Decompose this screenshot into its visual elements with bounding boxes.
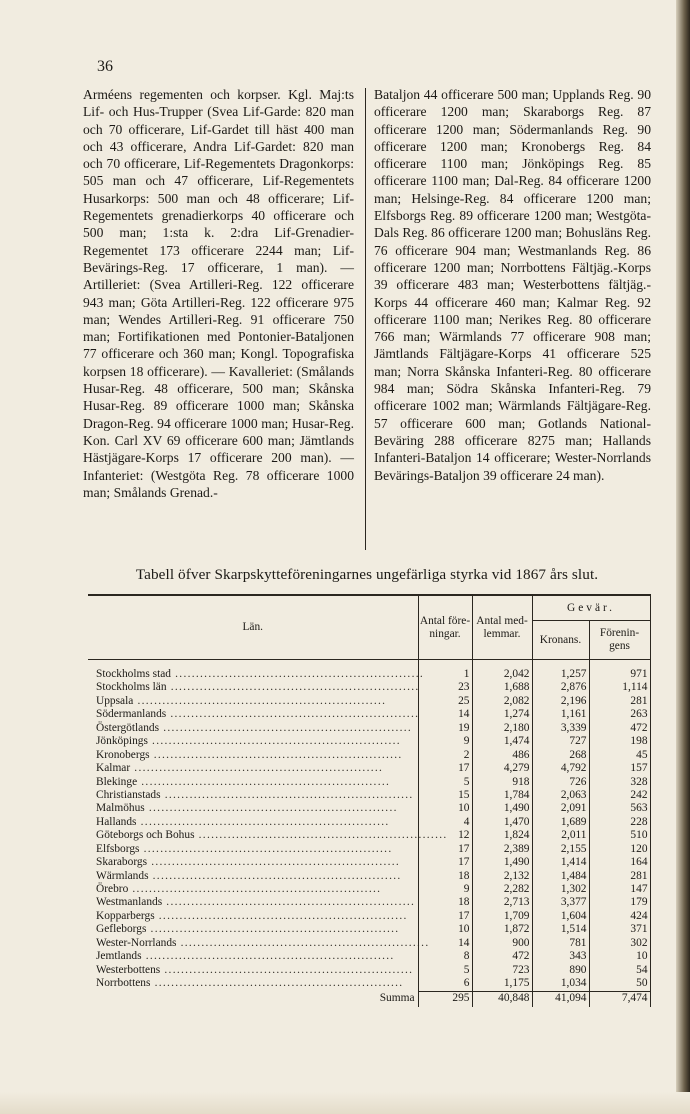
page-edge-shadow [676, 0, 690, 1114]
table-row [88, 977, 650, 991]
cell-foreningar: 1 [418, 660, 472, 682]
right-text-column [374, 86, 651, 484]
lan-name: Jönköpings [96, 735, 148, 748]
cell-lan [88, 660, 425, 682]
cell-foreningar: 8 [418, 950, 472, 963]
cell-lan [88, 896, 418, 909]
lan-name: Örebro [96, 883, 129, 896]
lan-name: Skaraborgs [96, 856, 148, 869]
cell-foreningar: 17 [418, 856, 472, 869]
column-divider [365, 88, 366, 550]
leader-dots: ............................................................ [147, 856, 401, 869]
cell-lan [88, 816, 418, 829]
leader-dots: ............................................................ [159, 721, 413, 734]
cell-foreningens: 242 [589, 789, 650, 802]
table-row [88, 856, 650, 869]
lan-name: Uppsala [96, 694, 134, 707]
leader-dots: ............................................................ [148, 869, 402, 882]
cell-lan [88, 735, 418, 748]
cell-lan [88, 829, 448, 842]
table-row [88, 722, 650, 735]
cell-kronans: 3,339 [532, 722, 589, 735]
cell-lan [88, 950, 418, 963]
cell-foreningens: 371 [589, 923, 650, 936]
cell-foreningar: 14 [418, 708, 472, 721]
cell-foreningens: 281 [589, 695, 650, 708]
header-antal-medlemmar: Antal med-lemmar. [472, 595, 532, 660]
cell-foreningar: 6 [418, 977, 472, 991]
cell-lan [88, 695, 418, 708]
cell-medlemmar: 1,274 [472, 708, 532, 721]
table-caption: Tabell öfver Skarpskytteföreningarnes ungefärliga styrka vid 1867 års slut. [135, 566, 599, 583]
cell-foreningens: 45 [589, 749, 650, 762]
cell-foreningens: 472 [589, 722, 650, 735]
cell-medlemmar: 2,180 [472, 722, 532, 735]
cell-medlemmar: 2,132 [472, 870, 532, 883]
table-row [88, 660, 650, 682]
cell-lan [88, 762, 418, 775]
leader-dots: ............................................................ [144, 802, 398, 815]
lan-name: Westerbottens [96, 963, 161, 976]
cell-kronans: 726 [532, 776, 589, 789]
table-row [88, 749, 650, 762]
cell-kronans: 1,689 [532, 816, 589, 829]
cell-lan [88, 910, 418, 923]
header-foreningens: Förenin-gens [589, 621, 650, 660]
cell-foreningens: 147 [589, 883, 650, 896]
lan-name: Göteborgs och Bohus [96, 829, 195, 842]
cell-medlemmar: 1,709 [472, 910, 532, 923]
cell-foreningar: 14 [418, 937, 472, 950]
leader-dots: ............................................................ [194, 829, 448, 842]
leader-dots: ............................................................ [166, 708, 420, 721]
cell-foreningens: 198 [589, 735, 650, 748]
cell-foreningens: 971 [589, 660, 650, 682]
lan-name: Wester-Norrlands [96, 936, 177, 949]
statistics-table-wrapper [88, 594, 650, 1007]
table-row [88, 789, 650, 802]
cell-medlemmar: 1,872 [472, 923, 532, 936]
cell-foreningens: 50 [589, 977, 650, 991]
cell-medlemmar: 723 [472, 964, 532, 977]
cell-kronans: 4,792 [532, 762, 589, 775]
lan-name: Stockholms län [96, 681, 167, 694]
cell-lan [88, 789, 418, 802]
table-row [88, 681, 650, 694]
cell-foreningar: 9 [418, 735, 472, 748]
cell-foreningens: 228 [589, 816, 650, 829]
cell-kronans: 1,257 [532, 660, 589, 682]
summa-medlemmar: 40,848 [472, 991, 532, 1007]
header-lan: Län. [88, 595, 418, 660]
cell-medlemmar: 4,279 [472, 762, 532, 775]
cell-lan [88, 681, 418, 694]
cell-foreningens: 302 [589, 937, 650, 950]
leader-dots: ............................................................ [137, 775, 391, 788]
lan-name: Stockholms stad [96, 668, 171, 681]
cell-foreningar: 9 [418, 883, 472, 896]
cell-medlemmar: 1,470 [472, 816, 532, 829]
lan-name: Kalmar [96, 762, 131, 775]
cell-lan [88, 708, 418, 721]
cell-lan [88, 936, 430, 950]
cell-foreningens: 120 [589, 843, 650, 856]
leader-dots: ............................................................ [136, 815, 390, 828]
cell-medlemmar: 1,784 [472, 789, 532, 802]
cell-medlemmar: 2,713 [472, 896, 532, 909]
table-row [88, 695, 650, 708]
cell-kronans: 268 [532, 749, 589, 762]
cell-kronans: 781 [532, 937, 589, 950]
leader-dots: ............................................................ [147, 735, 401, 748]
cell-lan [88, 870, 418, 883]
cell-foreningar: 17 [418, 910, 472, 923]
cell-foreningar: 25 [418, 695, 472, 708]
page-number: 36 [97, 58, 113, 75]
lan-name: Wärmlands [96, 869, 149, 882]
leader-dots: ............................................................ [154, 909, 408, 922]
cell-kronans: 727 [532, 735, 589, 748]
leader-dots: ............................................................ [171, 668, 425, 681]
cell-foreningar: 18 [418, 896, 472, 909]
cell-kronans: 2,091 [532, 802, 589, 815]
cell-lan [88, 843, 418, 856]
left-column-text: Arméens regementen och korpser. Kgl. Maj:ts Lif- och Hus-Trupper (Svea Lif-Garde: 820 man och 70 officerare, Lif-Gardet till häst 400 man och 43 officerare, Andra Lif-Gardet: 820 man och 70 officerare, Lif-Regementets Dragonkorps: 505 man och 47 officerare, Lif-Regementets Husarkorps: 500 man och 48 officerare; Lif-Regementets grenadierkorps 40 officerare och 500 man; 1:sta k. 2:dra Lif-Grenadier-Regementet 173 officerare 2244 man; Lif-Bevärings-Reg. 17 officerare, 1 man). — Artilleriet: (Svea Artilleri-Reg. 122 officerare 943 man; Göta Artilleri-Reg. 122 officerare 975 man; Wendes Artilleri-Reg. 91 officerare 750 man; Fortifikationen med Pontonier-Bataljonen 77 officerare och 360 man; Kongl. Topografiska korpsen 18 officerare). — Kavalleriet: (Smålands Husar-Reg. 48 officerare, 500 man; Skånska Husar-Reg. 89 officerare 1000 man; Skånska Dragon-Reg. 94 officerare 1000 man; Husar-Reg. Kon. Carl XV 69 officerare 600 man; Jämtlands Hästjägare-Korps 17 officerare 200 man). — Infanteriet: (Westgöta Reg. 78 officerare 1000 man; Smålands Grenad.- [83, 87, 354, 500]
leader-dots: ............................................................ [176, 936, 430, 949]
summa-kronans: 41,094 [532, 991, 589, 1007]
cell-foreningens: 157 [589, 762, 650, 775]
cell-medlemmar: 1,474 [472, 735, 532, 748]
table-row [88, 843, 650, 856]
leader-dots: ............................................................ [133, 694, 387, 707]
cell-lan [88, 802, 418, 815]
cell-medlemmar: 900 [472, 937, 532, 950]
lan-name: Christianstads [96, 788, 161, 801]
table-row [88, 923, 650, 936]
lan-name: Södermanlands [96, 708, 167, 721]
cell-kronans: 1,484 [532, 870, 589, 883]
cell-lan [88, 977, 418, 991]
lan-name: Jemtlands [96, 950, 142, 963]
header-kronans: Kronans. [532, 621, 589, 660]
cell-lan [88, 749, 418, 762]
cell-foreningens: 328 [589, 776, 650, 789]
cell-kronans: 343 [532, 950, 589, 963]
leader-dots: ............................................................ [160, 963, 414, 976]
table-row [88, 776, 650, 789]
table-row [88, 802, 650, 815]
cell-foreningar: 10 [418, 802, 472, 815]
table-row [88, 964, 650, 977]
table-row [88, 816, 650, 829]
header-gevar: Gevär. [532, 595, 650, 621]
table-row [88, 762, 650, 775]
cell-foreningens: 263 [589, 708, 650, 721]
cell-kronans: 1,161 [532, 708, 589, 721]
page-bottom-shadow [0, 1092, 690, 1114]
lan-name: Elfsborgs [96, 842, 140, 855]
cell-foreningens: 563 [589, 802, 650, 815]
lan-name: Kopparbergs [96, 909, 155, 922]
cell-medlemmar: 2,042 [472, 660, 532, 682]
summa-row [88, 991, 650, 1007]
cell-foreningar: 12 [418, 829, 472, 842]
cell-medlemmar: 1,824 [472, 829, 532, 842]
table-row [88, 950, 650, 963]
leader-dots: ............................................................ [128, 883, 382, 896]
cell-foreningar: 17 [418, 762, 472, 775]
cell-kronans: 2,196 [532, 695, 589, 708]
cell-medlemmar: 1,490 [472, 856, 532, 869]
table-row [88, 910, 650, 923]
cell-kronans: 1,604 [532, 910, 589, 923]
table-row [88, 870, 650, 883]
table-row [88, 937, 650, 950]
lan-name: Blekinge [96, 775, 138, 788]
cell-foreningens: 510 [589, 829, 650, 842]
leader-dots: ............................................................ [139, 842, 393, 855]
leader-dots: ............................................................ [149, 748, 403, 761]
lan-name: Westmanlands [96, 896, 163, 909]
statistics-table [88, 594, 651, 1007]
cell-foreningar: 4 [418, 816, 472, 829]
lan-name: Malmöhus [96, 802, 145, 815]
left-text-column [83, 86, 354, 501]
cell-medlemmar: 2,389 [472, 843, 532, 856]
leader-dots: ............................................................ [166, 681, 420, 694]
cell-kronans: 1,034 [532, 977, 589, 991]
lan-name: Gefleborgs [96, 923, 147, 936]
cell-lan [88, 883, 418, 896]
lan-name: Norrbottens [96, 977, 151, 990]
table-row [88, 883, 650, 896]
cell-foreningar: 15 [418, 789, 472, 802]
summa-foreningar: 295 [418, 991, 472, 1007]
cell-kronans: 1,414 [532, 856, 589, 869]
table-row [88, 829, 650, 842]
cell-lan [88, 964, 418, 977]
cell-medlemmar: 1,490 [472, 802, 532, 815]
leader-dots: ............................................................ [160, 788, 414, 801]
cell-medlemmar: 918 [472, 776, 532, 789]
cell-lan [88, 776, 418, 789]
lan-name: Kronobergs [96, 748, 150, 761]
leader-dots: ............................................................ [162, 896, 416, 909]
summa-label: Summa [379, 992, 415, 1005]
leader-dots: ............................................................ [150, 977, 404, 990]
cell-foreningar: 5 [418, 776, 472, 789]
cell-medlemmar: 472 [472, 950, 532, 963]
cell-kronans: 1,302 [532, 883, 589, 896]
cell-foreningens: 424 [589, 910, 650, 923]
cell-medlemmar: 1,175 [472, 977, 532, 991]
cell-foreningens: 164 [589, 856, 650, 869]
lan-name: Östergötlands [96, 721, 160, 734]
cell-foreningar: 17 [418, 843, 472, 856]
lan-name: Hallands [96, 815, 137, 828]
summa-foreningens: 7,474 [589, 991, 650, 1007]
leader-dots: ............................................................ [130, 762, 384, 775]
cell-medlemmar: 2,282 [472, 883, 532, 896]
leader-dots: ............................................................ [146, 923, 400, 936]
cell-foreningens: 281 [589, 870, 650, 883]
table-row [88, 735, 650, 748]
cell-medlemmar: 2,082 [472, 695, 532, 708]
cell-foreningar: 2 [418, 749, 472, 762]
cell-kronans: 890 [532, 964, 589, 977]
cell-kronans: 2,155 [532, 843, 589, 856]
header-antal-foreningar: Antal före-ningar. [418, 595, 472, 660]
cell-lan [88, 722, 418, 735]
cell-lan [88, 923, 418, 936]
cell-foreningar: 5 [418, 964, 472, 977]
cell-medlemmar: 486 [472, 749, 532, 762]
table-row [88, 708, 650, 721]
cell-foreningar: 18 [418, 870, 472, 883]
cell-kronans: 3,377 [532, 896, 589, 909]
cell-foreningens: 179 [589, 896, 650, 909]
cell-foreningens: 54 [589, 964, 650, 977]
cell-kronans: 2,876 [532, 681, 589, 694]
cell-foreningens: 10 [589, 950, 650, 963]
cell-foreningar: 10 [418, 923, 472, 936]
cell-medlemmar: 1,688 [472, 681, 532, 694]
cell-kronans: 2,063 [532, 789, 589, 802]
cell-lan [88, 856, 418, 869]
cell-kronans: 1,514 [532, 923, 589, 936]
cell-foreningar: 19 [418, 722, 472, 735]
table-row [88, 896, 650, 909]
text-columns [83, 86, 651, 556]
cell-foreningar: 23 [418, 681, 472, 694]
right-column-text: Bataljon 44 officerare 500 man; Upplands Reg. 90 officerare 1200 man; Skaraborgs Reg. 87 officerare 1200 man; Södermanlands Reg. 90 officerare 1200 man; Kronobergs Reg. 84 officerare 1100 man; Jönköpings Reg. 85 officerare 1100 man; Dal-Reg. 84 officerare 1200 man; Helsinge-Reg. 84 officerare 1200 man; Elfsborgs Reg. 89 officerare 1200 man; Westgöta-Dals Reg. 86 officerare 1200 man; Bohusläns Reg. 76 officerare 904 man; Westmanlands Reg. 86 officerare 1200 man; Norrbottens Fältjäg.-Korps 39 officerare 483 man; Westerbottens fältjäg.-Korps 44 officerare 460 man; Kalmar Reg. 92 officerare 1100 man; Nerikes Reg. 80 officerare 766 man; Wärmlands 77 officerare 908 man; Jämtlands Fältjägare-Korps 41 officerare 525 man; Norra Skånska Infanteri-Reg. 80 officerare 984 man; Södra Skånska Infanteri-Reg. 79 officerare 1002 man; Wärmlands Fältjägare-Reg. 57 officerare 600 man; Gotlands National-Beväring 288 officerare 8275 man; Hallands Infanteri-Bataljon 14 officerare; Wester-Norrlands Bevärings-Bataljon 39 officerare 24 man). [374, 87, 651, 483]
cell-foreningens: 1,114 [589, 681, 650, 694]
leader-dots: ............................................................ [141, 950, 395, 963]
table-body [88, 660, 650, 992]
cell-kronans: 2,011 [532, 829, 589, 842]
